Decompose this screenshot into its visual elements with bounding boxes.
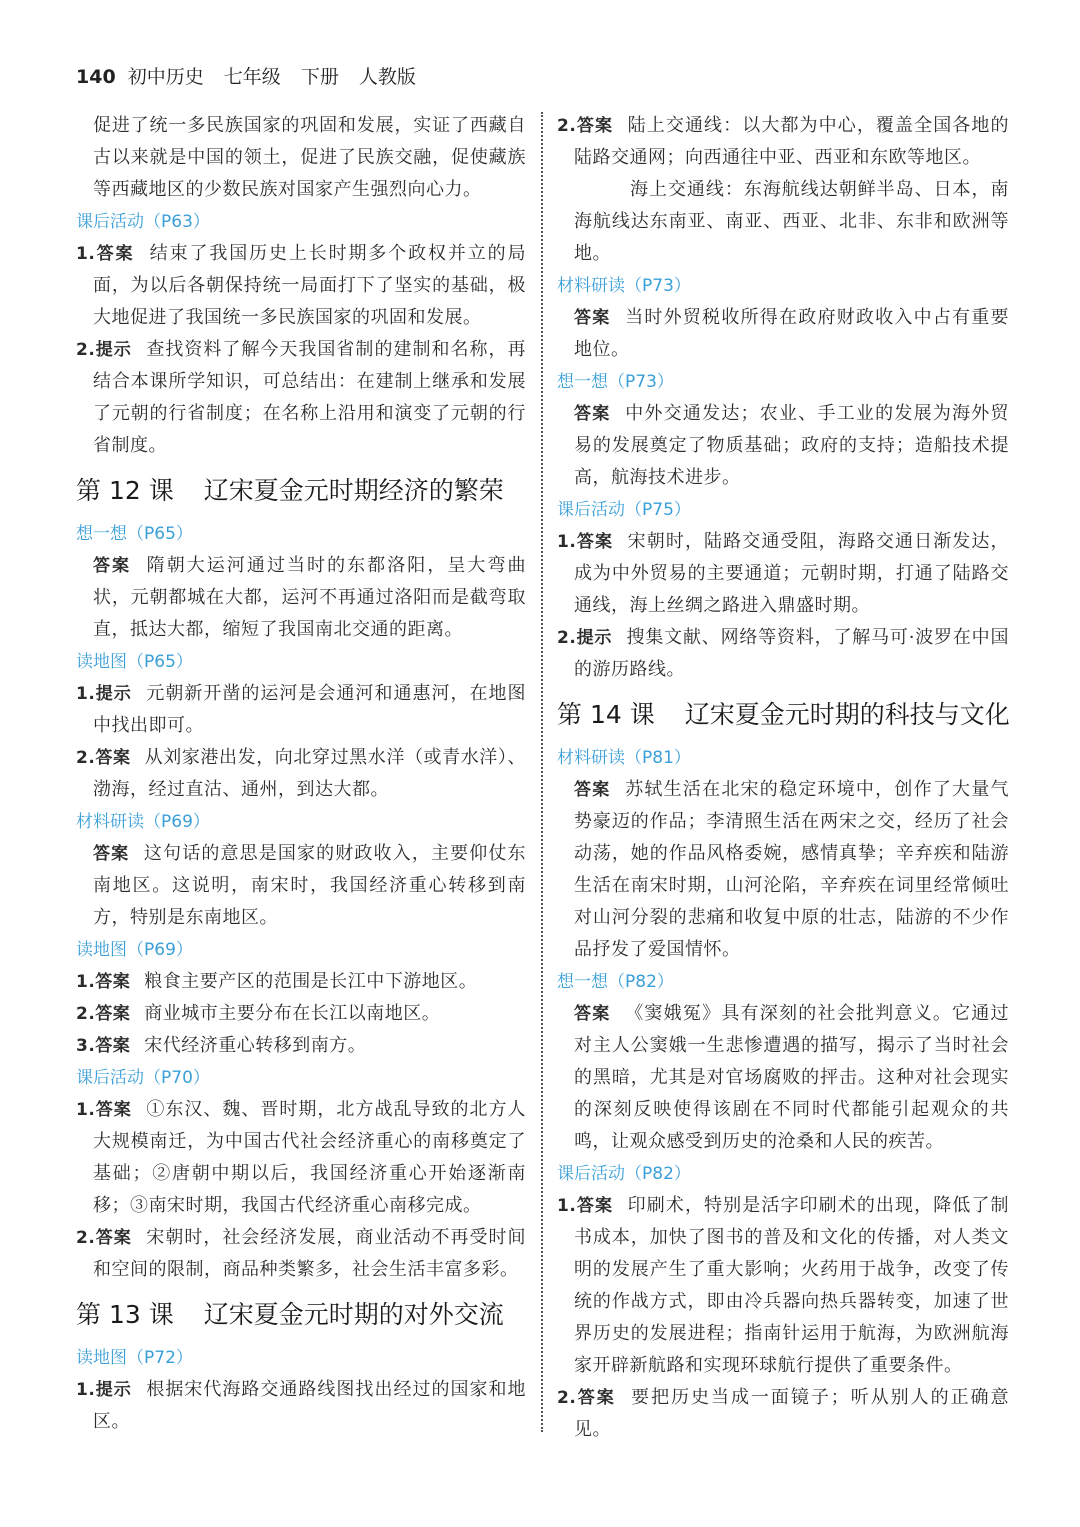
item-text: 《窦娥冤》具有深刻的社会批判意义。它通过对主人公窦娥一生悲惨遭遇的描写，揭示了当时社会的黑暗，尤其是对官场腐败的抨击。这种对社会现实的深刻反映使得该剧在不同时代都能引起观众的共鸣，让观众感受到历史的沧桑和人民的疾苦。 — [574, 1003, 1010, 1152]
right-column — [557, 110, 1009, 1446]
answer-item — [76, 966, 526, 998]
answer-item — [76, 678, 526, 742]
item-lead: 1.答案 — [557, 532, 614, 552]
answer-item — [557, 774, 1009, 966]
item-text: 粮食主要产区的范围是长江中下游地区。 — [144, 971, 478, 992]
item-lead: 1.提示 — [76, 1380, 132, 1400]
answer-item — [557, 1382, 1009, 1446]
item-lead: 答案 — [574, 404, 611, 424]
section-title: 读地图（P72） — [76, 1348, 193, 1368]
item-lead: 2.答案 — [557, 116, 614, 136]
continued-paragraph: 促进了统一多民族国家的巩固和发展，实证了西藏自古以来就是中国的领土，促进了民族交融，促使藏族等西藏地区的少数民族对国家产生强烈向心力。 — [93, 115, 526, 200]
item-lead: 答案 — [93, 844, 130, 864]
header-volume: 下册 — [300, 66, 339, 88]
item-lead: 答案 — [574, 780, 611, 800]
answer-item — [76, 742, 526, 806]
item-text: 苏轼生活在北宋的稳定环境中，创作了大量气势豪迈的作品；李清照生活在两宋之交，经历了社会动荡，她的作品风格委婉，感情真挚；辛弃疾和陆游生活在南宋时期，山河沦陷，辛弃疾在词里经常倾吐对山河分裂的悲痛和收复中原的壮志，陆游的不少作品抒发了爱国情怀。 — [574, 779, 1010, 960]
item-lead: 1.答案 — [76, 1100, 132, 1120]
item-text: 宋朝时，陆路交通受阻，海路交通日渐发达，成为中外贸易的主要通道；元朝时期，打通了陆路交通线，海上丝绸之路进入鼎盛时期。 — [574, 531, 1009, 616]
item-lead: 答案 — [93, 556, 132, 576]
item-text: 商业城市主要分布在长江以南地区。 — [144, 1003, 441, 1024]
item-text: 根据宋代海路交通路线图找出经过的国家和地区。 — [93, 1379, 527, 1432]
left-column — [76, 110, 526, 1438]
item-lead: 3.答案 — [76, 1036, 131, 1056]
item-text: 陆上交通线：以大都为中心，覆盖全国各地的陆路交通网；向西通往中亚、西亚和东欧等地区。 — [574, 115, 1009, 168]
item-lead: 2.答案 — [557, 1388, 616, 1408]
header-subject: 初中历史 — [127, 66, 204, 88]
answer-item — [557, 302, 1009, 366]
section-title: 课后活动（P75） — [557, 500, 691, 520]
column-divider — [541, 112, 543, 1432]
lesson-heading-14 — [557, 698, 1009, 732]
section-title: 材料研读（P81） — [557, 748, 691, 768]
answer-item — [76, 1222, 526, 1286]
lesson-number: 第 13 课 — [76, 1300, 174, 1329]
item-text: ①东汉、魏、晋时期，北方战乱导致的北方人大规模南迁，为中国古代社会经济重心的南移奠定了基础；②唐朝中期以后，我国经济重心开始逐渐南移；③南宋时期，我国古代经济重心南移完成。 — [93, 1099, 527, 1216]
item-text: 查找资料了解今天我国省制的建制和名称，再结合本课所学知识，可总结出：在建制上继承和发展了元朝的行省制度；在名称上沿用和演变了元朝的行省制度。 — [93, 339, 527, 456]
item-text: 结束了我国历史上长时期多个政权并立的局面，为以后各朝保持统一局面打下了坚实的基础，极大地促进了我国统一多民族国家的巩固和发展。 — [93, 243, 526, 328]
section-title: 读地图（P65） — [76, 652, 193, 672]
item-text: 要把历史当成一面镜子；听从别人的正确意见。 — [574, 1387, 1009, 1440]
item-lead: 1.答案 — [557, 1196, 614, 1216]
lesson-title: 辽宋夏金元时期的科技与文化 — [684, 700, 1010, 729]
item-lead: 2.答案 — [76, 1228, 132, 1248]
item-lead: 1.提示 — [76, 684, 132, 704]
lesson-title: 辽宋夏金元时期的对外交流 — [203, 1300, 504, 1329]
section-title: 想一想（P82） — [557, 972, 674, 992]
answer-item — [76, 838, 526, 934]
item-text: 当时外贸税收所得在政府财政收入中占有重要地位。 — [574, 307, 1010, 360]
item-lead: 2.答案 — [76, 748, 131, 768]
answer-item — [557, 1190, 1009, 1382]
item-text: 宋代经济重心转移到南方。 — [144, 1035, 367, 1056]
section-title: 课后活动（P82） — [557, 1164, 691, 1184]
item-text: 这句话的意思是国家的财政收入，主要仰仗东南地区。这说明，南宋时，我国经济重心转移到南方，特别是东南地区。 — [93, 843, 527, 928]
answer-item — [76, 238, 526, 334]
answer-item — [76, 1374, 526, 1438]
item-text: 隋朝大运河通过当时的东都洛阳，呈大弯曲状，元朝都城在大都，运河不再通过洛阳而是截弯取直，抵达大都，缩短了我国南北交通的距离。 — [93, 555, 527, 640]
item-text: 元朝新开凿的运河是会通河和通惠河，在地图中找出即可。 — [93, 683, 527, 736]
item-lead: 2.提示 — [557, 628, 613, 648]
lesson-heading-12 — [76, 474, 526, 508]
item-lead: 1.答案 — [76, 244, 135, 264]
answer-item — [76, 1030, 526, 1062]
item-lead: 2.答案 — [76, 1004, 131, 1024]
lesson-heading-13 — [76, 1298, 526, 1332]
item-text: 从刘家港出发，向北穿过黑水洋（或青水洋）、渤海，经过直沽、通州，到达大都。 — [93, 747, 526, 800]
section-title: 材料研读（P73） — [557, 276, 691, 296]
answer-item — [557, 110, 1009, 174]
answer-item — [557, 526, 1009, 622]
section-title: 想一想（P73） — [557, 372, 674, 392]
answer-item — [76, 334, 526, 462]
item-text: 中外交通发达；农业、手工业的发展为海外贸易的发展奠定了物质基础；政府的支持；造船技术提高，航海技术进步。 — [574, 403, 1010, 488]
answer-item — [557, 622, 1009, 686]
answer-item — [76, 998, 526, 1030]
item-lead: 2.提示 — [76, 340, 132, 360]
page-number: 140 — [76, 66, 116, 88]
item-lead: 1.答案 — [76, 972, 131, 992]
item-text: 印刷术，特别是活字印刷术的出现，降低了制书成本，加快了图书的普及和文化的传播，对人类文明的发展产生了重大影响；火药用于战争，改变了传统的作战方式，即由冷兵器向热兵器转变，加速了世界历史的发展进程；指南针运用于航海，为欧洲航海家开辟新航路和实现环球航行提供了重要条件。 — [574, 1195, 1009, 1376]
section-title: 课后活动（P63） — [76, 212, 210, 232]
section-title: 课后活动（P70） — [76, 1068, 210, 1088]
answer-item — [557, 998, 1009, 1158]
answer-item — [76, 1094, 526, 1222]
item-lead: 答案 — [574, 1004, 611, 1024]
item-text: 搜集文献、网络等资料，了解马可·波罗在中国的游历路线。 — [574, 627, 1009, 680]
header-grade: 七年级 — [223, 66, 281, 88]
section-title: 材料研读（P69） — [76, 812, 210, 832]
section-title: 想一想（P65） — [76, 524, 193, 544]
header-edition: 人教版 — [358, 66, 416, 88]
answer-item — [557, 398, 1009, 494]
lesson-title: 辽宋夏金元时期经济的繁荣 — [203, 476, 504, 505]
lesson-number: 第 12 课 — [76, 476, 174, 505]
item-lead: 答案 — [574, 308, 611, 328]
answer-item — [76, 550, 526, 646]
answer-item-continued: 海上交通线：东海航线达朝鲜半岛、日本，南海航线达东南亚、南亚、西亚、北非、东非和欧洲等地。 — [574, 179, 1009, 264]
section-title: 读地图（P69） — [76, 940, 193, 960]
lesson-number: 第 14 课 — [557, 700, 655, 729]
item-text: 宋朝时，社会经济发展，商业活动不再受时间和空间的限制，商品种类繁多，社会生活丰富多彩。 — [93, 1227, 527, 1280]
running-header — [76, 62, 430, 89]
